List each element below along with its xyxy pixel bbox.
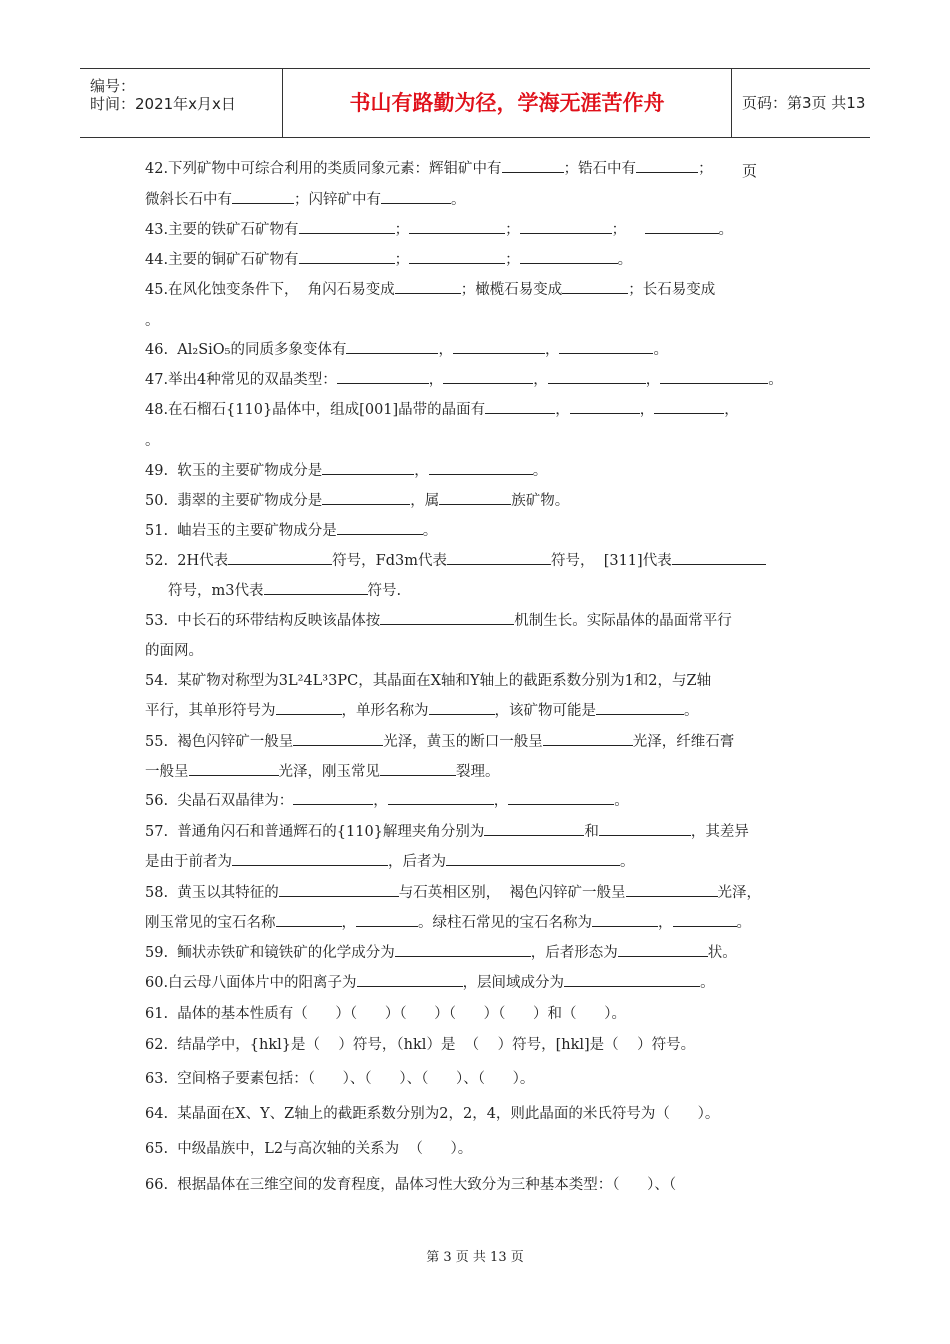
question-text: ；: [505, 252, 520, 268]
answer-blank[interactable]: [299, 218, 395, 234]
answer-blank[interactable]: [660, 368, 768, 384]
question-line: [145, 941, 737, 962]
question-text: 一般呈: [145, 764, 189, 780]
question-text: 裂理。: [456, 764, 500, 780]
question-text: 60.白云母八面体片中的阳离子为: [145, 975, 357, 991]
question-line: [145, 850, 635, 871]
answer-blank[interactable]: [599, 820, 691, 836]
question-text: 光泽，黄玉的断口一般呈: [383, 734, 543, 750]
answer-blank[interactable]: [562, 278, 628, 294]
question-text: 。: [422, 523, 438, 539]
answer-blank[interactable]: [293, 730, 383, 746]
question-text: 59. 鲕状赤铁矿和镜铁矿的化学成分为: [145, 945, 395, 961]
question-text: 。: [653, 342, 668, 358]
question-line: [145, 549, 766, 570]
question-text: 46. Al₂SiO₅的同质多象变体有: [145, 342, 347, 358]
question-text: ，: [373, 793, 388, 809]
question-text: 和: [584, 824, 599, 840]
question-text: ，: [724, 402, 739, 418]
question-text: ，属: [410, 493, 440, 509]
question-text: 。: [145, 313, 160, 329]
question-text: 微斜长石中有: [145, 192, 232, 208]
question-text: ，: [544, 342, 560, 358]
question-text: ；: [698, 161, 713, 177]
question-line: [145, 760, 500, 781]
answer-blank[interactable]: [395, 278, 461, 294]
question-text: 。: [617, 252, 633, 268]
question-line: [145, 699, 699, 720]
question-line: [145, 157, 713, 178]
question-line: [145, 368, 783, 389]
question-text: 49. 软玉的主要矿物成分是: [145, 463, 323, 479]
answer-blank[interactable]: [570, 398, 640, 414]
question-text: 光泽，纤维石膏: [632, 734, 735, 750]
question-line: [145, 489, 569, 510]
question-text: 54. 某矿物对称型为3L²4L³3PC，其晶面在X轴和Y轴上的截距系数分别为1和2，与Z轴: [145, 673, 712, 689]
answer-blank[interactable]: [654, 398, 724, 414]
question-text: 。: [736, 915, 751, 931]
answer-blank[interactable]: [429, 699, 495, 715]
question-text: 45.在风化蚀变条件下， 角闪石易变成: [145, 282, 395, 298]
question-text: 65. 中级晶族中，L2与高次轴的关系为 （ ）。: [145, 1141, 473, 1157]
answer-blank[interactable]: [429, 459, 533, 475]
question-text: ，: [533, 372, 548, 388]
question-text: 与石英相区别， 褐色闪锌矿一般呈: [398, 885, 626, 901]
answer-blank[interactable]: [337, 368, 429, 384]
question-line: [145, 459, 547, 480]
question-line: [145, 911, 751, 932]
question-line: [145, 309, 160, 330]
page-footer: 第 3 页 共 13 页: [426, 1250, 524, 1265]
question-text: 符号，m3代表: [145, 583, 264, 599]
answer-blank[interactable]: [346, 338, 438, 354]
question-text: 58. 黄玉以其特征的: [145, 885, 279, 901]
answer-blank[interactable]: [596, 699, 684, 715]
question-text: ；锆石中有: [563, 161, 637, 177]
question-text: ；闪锌矿中有: [294, 192, 381, 208]
question-line: [145, 579, 401, 600]
question-text: ，: [428, 372, 444, 388]
question-text: 状。: [707, 945, 737, 961]
question-text: 55. 褐色闪锌矿一般呈: [145, 734, 294, 750]
question-text: 刚玉常见的宝石名称: [145, 915, 276, 931]
question-text: 的面网。: [145, 643, 203, 659]
question-text: 44.主要的铜矿石矿物有: [145, 252, 299, 268]
answer-blank[interactable]: [380, 609, 514, 625]
question-text: ，: [341, 915, 356, 931]
answer-blank[interactable]: [409, 218, 505, 234]
question-line: [145, 248, 632, 269]
question-text: ，: [438, 342, 453, 358]
answer-blank[interactable]: [322, 489, 410, 505]
question-text: 。: [768, 372, 783, 388]
page-number-label: 页码：第3页 共13页: [742, 94, 866, 180]
answer-blank[interactable]: [381, 188, 451, 204]
question-text: 64. 某晶面在X、Y、Z轴上的截距系数分别为2，2，4，则此晶面的米氏符号为（ ）。: [145, 1106, 720, 1122]
answer-blank[interactable]: [508, 789, 614, 805]
question-line: [145, 639, 203, 660]
question-text: 。: [700, 975, 715, 991]
answer-blank[interactable]: [388, 789, 494, 805]
question-text: 47.举出4种常见的双晶类型：: [145, 372, 337, 388]
answer-blank[interactable]: [543, 730, 633, 746]
question-line: [145, 398, 739, 419]
answer-blank[interactable]: [232, 850, 388, 866]
question-line: [145, 278, 715, 299]
answer-blank[interactable]: [276, 699, 342, 715]
question-text: 50. 翡翠的主要矿物成分是: [145, 493, 323, 509]
question-line: [145, 188, 466, 209]
question-text: 族矿物。: [511, 493, 570, 509]
question-text: 56. 尖晶石双晶律为：: [145, 793, 294, 809]
question-line: [145, 429, 160, 450]
question-line: [145, 519, 437, 540]
question-line: [145, 730, 734, 751]
answer-blank[interactable]: [264, 579, 368, 595]
answer-blank[interactable]: [447, 549, 551, 565]
answer-blank[interactable]: [548, 368, 646, 384]
question-text: 52. 2H代表: [145, 553, 229, 569]
answer-blank[interactable]: [439, 489, 511, 505]
question-text: ，: [658, 915, 673, 931]
answer-blank[interactable]: [626, 881, 718, 897]
answer-blank[interactable]: [636, 157, 698, 173]
question-line: [145, 1002, 626, 1023]
question-text: 。: [532, 463, 548, 479]
question-line: [145, 1137, 472, 1158]
question-line: [145, 1102, 719, 1123]
question-text: ，后者为: [388, 854, 446, 870]
question-text: 。: [145, 433, 160, 449]
question-text: 43.主要的铁矿石矿物有: [145, 222, 299, 238]
question-line: [145, 820, 749, 841]
answer-blank[interactable]: [228, 549, 332, 565]
question-text: ；: [394, 222, 410, 238]
question-line: [145, 609, 732, 630]
question-text: 是由于前者为: [145, 854, 232, 870]
question-text: ；: [394, 252, 410, 268]
answer-blank[interactable]: [299, 248, 395, 264]
answer-blank[interactable]: [443, 368, 533, 384]
answer-blank[interactable]: [232, 188, 294, 204]
question-text: ，: [645, 372, 661, 388]
question-text: 。: [718, 222, 733, 238]
question-text: ；: [611, 222, 645, 238]
question-text: 符号.: [367, 583, 402, 599]
answer-blank[interactable]: [337, 519, 423, 535]
answer-blank[interactable]: [189, 760, 279, 776]
question-text: 62. 结晶学中，{hkl}是（ ）符号，（hkl）是 （ ）符号，[hkl]是（ ）符号。: [145, 1037, 696, 1053]
question-text: 48.在石榴石{110}晶体中，组成[001]晶带的晶面有: [145, 402, 486, 418]
question-text: ；橄榄石易变成: [460, 282, 563, 298]
question-text: ，后者形态为: [530, 945, 618, 961]
question-line: [145, 1173, 676, 1194]
header-motto: 书山有路勤为径，学海无涯苦作舟: [283, 69, 732, 137]
question-line: [145, 669, 711, 690]
answer-blank[interactable]: [564, 971, 700, 987]
time-label: 时间：2021年x月x日: [90, 95, 236, 113]
question-line: [145, 1067, 534, 1088]
question-text: ，其差异: [690, 824, 749, 840]
answer-blank[interactable]: [484, 820, 584, 836]
answer-blank[interactable]: [485, 398, 555, 414]
question-line: [145, 971, 715, 992]
answer-blank[interactable]: [673, 911, 737, 927]
question-text: 53. 中长石的环带结构反映该晶体按: [145, 613, 381, 629]
question-text: 。: [451, 192, 466, 208]
question-text: ，: [414, 463, 429, 479]
answer-blank[interactable]: [559, 338, 653, 354]
header-info-cell: [80, 69, 283, 137]
answer-blank[interactable]: [357, 971, 463, 987]
question-text: 符号，Fd3m代表: [332, 553, 447, 569]
question-text: 57. 普通角闪石和普通辉石的{110}解理夹角分别为: [145, 824, 485, 840]
answer-blank[interactable]: [672, 549, 766, 565]
answer-blank[interactable]: [520, 248, 618, 264]
number-label: 编号：: [90, 77, 136, 95]
question-text: ，层间域成分为: [462, 975, 565, 991]
answer-blank[interactable]: [380, 760, 456, 776]
question-text: 光泽，: [717, 885, 761, 901]
question-text: ；: [505, 222, 520, 238]
question-line: [145, 218, 733, 239]
answer-blank[interactable]: [502, 157, 564, 173]
answer-blank[interactable]: [356, 911, 418, 927]
question-text: 。: [684, 703, 699, 719]
question-line: [145, 338, 668, 359]
answer-blank[interactable]: [293, 789, 373, 805]
answer-blank[interactable]: [618, 941, 708, 957]
question-text: ，: [555, 402, 570, 418]
question-text: 机制生长。实际晶体的晶面常平行: [514, 613, 732, 629]
answer-blank[interactable]: [279, 881, 399, 897]
question-text: 42.下列矿物中可综合利用的类质同象元素：辉钼矿中有: [145, 161, 502, 177]
answer-blank[interactable]: [645, 218, 719, 234]
answer-blank[interactable]: [409, 248, 505, 264]
question-line: [145, 789, 629, 810]
answer-blank[interactable]: [520, 218, 612, 234]
question-text: 。绿柱石常见的宝石名称为: [418, 915, 592, 931]
question-text: 平行，其单形符号为: [145, 703, 276, 719]
question-text: ，: [493, 793, 509, 809]
answer-blank[interactable]: [322, 459, 414, 475]
question-text: ，该矿物可能是: [494, 703, 596, 719]
answer-blank[interactable]: [395, 941, 531, 957]
answer-blank[interactable]: [453, 338, 545, 354]
question-text: 51. 岫岩玉的主要矿物成分是: [145, 523, 337, 539]
answer-blank[interactable]: [446, 850, 620, 866]
answer-blank[interactable]: [276, 911, 342, 927]
question-text: 光泽，刚玉常见: [278, 764, 380, 780]
question-line: [145, 881, 761, 902]
question-text: 61. 晶体的基本性质有（ ）（ ）（ ）（ ）（ ）和（ ）。: [145, 1006, 626, 1022]
question-text: ，单形名称为: [341, 703, 429, 719]
question-text: 66. 根据晶体在三维空间的发育程度，晶体习性大致分为三种基本类型：（ ）、（: [145, 1177, 677, 1193]
question-text: 63. 空间格子要素包括：（ ）、（ ）、（ ）、（ ）。: [145, 1071, 535, 1087]
question-text: 。: [620, 854, 635, 870]
question-line: [145, 1033, 695, 1054]
question-text: ；长石易变成: [628, 282, 716, 298]
question-text: ，: [639, 402, 655, 418]
answer-blank[interactable]: [592, 911, 658, 927]
question-text: 。: [614, 793, 629, 809]
question-text: 符号， [311]代表: [550, 553, 672, 569]
